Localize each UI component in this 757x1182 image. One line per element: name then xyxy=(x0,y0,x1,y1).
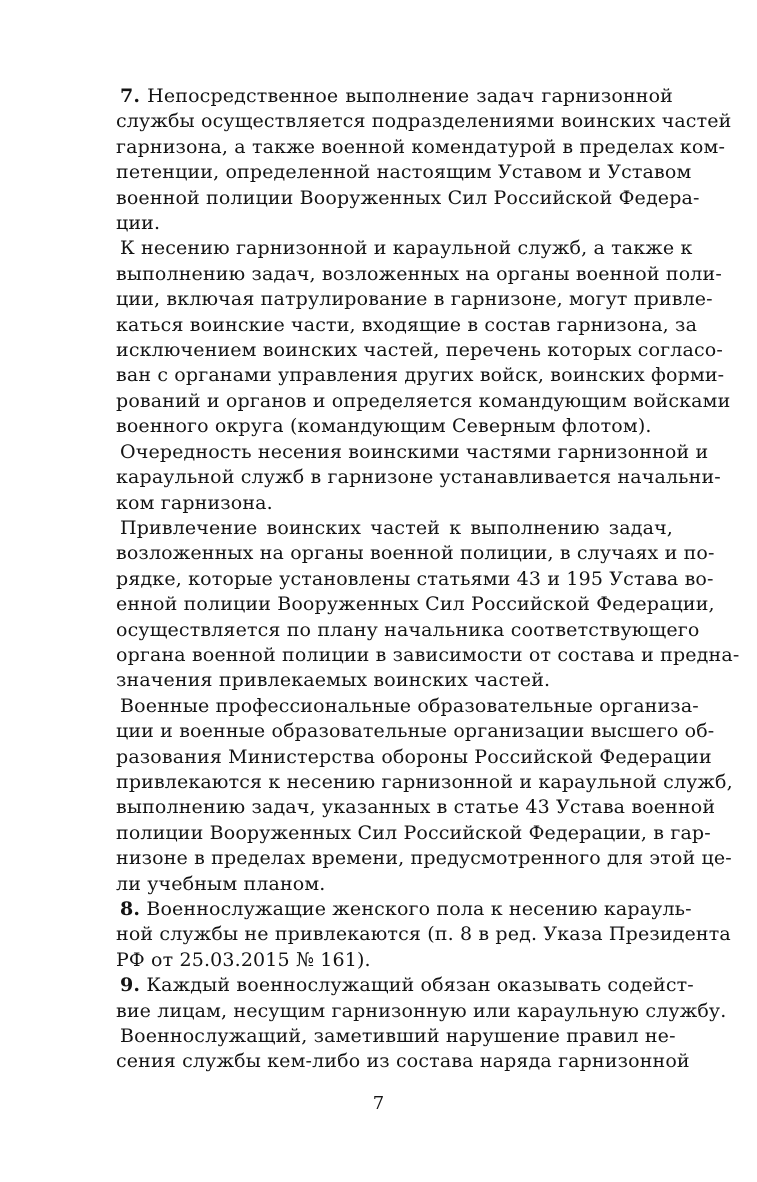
text-line: выполнению задач, возложенных на органы военной поли- xyxy=(116,262,722,285)
text-line: разования Министерства обороны Российской Федерации xyxy=(116,745,712,768)
text-line: рований и органов и определяется командующим войсками xyxy=(116,389,731,412)
paragraph xyxy=(116,440,721,516)
text-line: ли учебным планом. xyxy=(116,872,326,895)
text-line: каться воинские части, входящие в состав гарнизона, за xyxy=(116,313,698,336)
item-number: 8. xyxy=(120,898,141,920)
page-body xyxy=(116,84,740,1075)
text-line: Привлечение воинских частей к выполнению задач, xyxy=(120,516,673,539)
text-line: ной службы не привлекаются (п. 8 в ред. Указа Президента xyxy=(116,923,731,946)
page-number: 7 xyxy=(372,1093,385,1114)
item-number: 7. xyxy=(120,85,141,107)
paragraph xyxy=(116,694,733,897)
text-line: ции, включая патрулирование в гарнизоне, могут привле- xyxy=(116,288,713,311)
text-line: Военные профессиональные образовательные организа- xyxy=(120,694,699,717)
text-line: Очередность несения воинскими частями гарнизонной и xyxy=(120,440,709,463)
text-line: 9. Каждый военнослужащий обязан оказывать содейст- xyxy=(120,974,694,997)
text-line: выполнению задач, указанных в статье 43 Устава военной xyxy=(116,796,716,819)
text-line: 7. Непосредственное выполнение задач гарнизонной xyxy=(120,85,673,107)
text-line: 8. Военнослужащие женского пола к несению карауль- xyxy=(120,898,692,920)
text-line: караульной служб в гарнизоне устанавливается начальни- xyxy=(116,466,721,489)
paragraph xyxy=(116,1024,690,1075)
text-line: енной полиции Вооруженных Сил Российской Федерации, xyxy=(116,593,715,616)
text-line: военного округа (командующим Северным флотом). xyxy=(116,415,652,438)
text-line: военной полиции Вооруженных Сил Российской Федера- xyxy=(116,186,700,209)
text-line: ции. xyxy=(116,212,161,235)
text-line: возложенных на органы военной полиции, в случаях и по- xyxy=(116,542,715,565)
text-line: осуществляется по плану начальника соответствующего xyxy=(116,618,700,641)
text-line: К несению гарнизонной и караульной служб, а также к xyxy=(120,237,693,260)
text-line: ции и военные образовательные организации высшего об- xyxy=(116,720,715,743)
text-line: низоне в пределах времени, предусмотренного для этой це- xyxy=(116,847,732,870)
text-line: значения привлекаемых воинских частей. xyxy=(116,669,551,692)
text-line: ван с органами управления других войск, воинских форми- xyxy=(116,364,725,387)
paragraph-item-8 xyxy=(116,897,731,973)
text-line: сения службы кем-либо из состава наряда гарнизонной xyxy=(116,1050,690,1073)
paragraph xyxy=(116,236,731,439)
text-line: петенции, определенной настоящим Уставом и Уставом xyxy=(116,161,692,184)
paragraph-item-7 xyxy=(116,84,732,236)
text-line: органа военной полиции в зависимости от состава и предна- xyxy=(116,643,740,666)
text-line: Военнослужащий, заметивший нарушение правил не- xyxy=(120,1025,676,1048)
text-line: полиции Вооруженных Сил Российской Федерации, в гар- xyxy=(116,821,711,844)
text-line: РФ от 25.03.2015 № 161). xyxy=(116,948,371,971)
text-line: службы осуществляется подразделениями воинских частей xyxy=(116,110,732,133)
text-line: вие лицам, несущим гарнизонную или караульную службу. xyxy=(116,999,727,1022)
text-line: ком гарнизона. xyxy=(116,491,273,514)
text-line: привлекаются к несению гарнизонной и караульной служб, xyxy=(116,770,733,793)
text-line: исключением воинских частей, перечень которых согласо- xyxy=(116,339,723,362)
text-line: рядке, которые установлены статьями 43 и 195 Устава во- xyxy=(116,567,714,590)
item-number: 9. xyxy=(120,974,141,997)
paragraph-item-9 xyxy=(116,973,727,1024)
paragraph xyxy=(116,516,740,694)
text-line: гарнизона, а также военной комендатурой в пределах ком- xyxy=(116,135,726,158)
